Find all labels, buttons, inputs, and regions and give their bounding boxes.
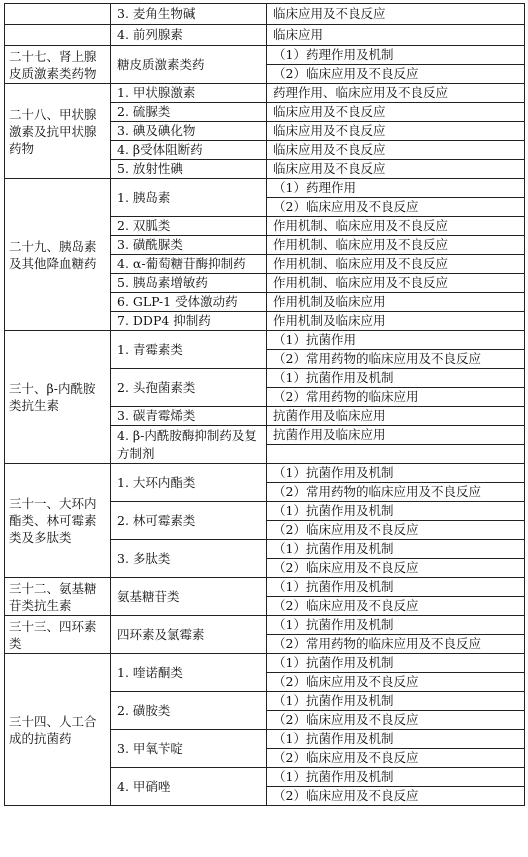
section-title-cell: 二十八、甲状腺激素及抗甲状腺药物	[5, 84, 111, 179]
requirement-cell: 临床应用及不良反应	[267, 141, 525, 160]
requirement-cell: （1）抗菌作用及机制	[267, 768, 525, 787]
table-row	[5, 578, 525, 597]
requirement-cell: （1）抗菌作用及机制	[267, 502, 525, 521]
requirement-cell: （1）抗菌作用及机制	[267, 654, 525, 673]
topic-cell: 1. 青霉素类	[111, 331, 267, 369]
topic-cell: 2. 头孢菌素类	[111, 369, 267, 407]
topic-cell: 3. 碘及碘化物	[111, 122, 267, 141]
syllabus-table	[4, 3, 525, 806]
requirement-cell: 药理作用、临床应用及不良反应	[267, 84, 525, 103]
topic-cell: 7. DDP4 抑制药	[111, 312, 267, 331]
section-title-cell: 三十一、大环内酯类、林可霉素类及多肽类	[5, 464, 111, 578]
topic-cell: 4. β受体阻断药	[111, 141, 267, 160]
requirement-cell: （2）临床应用及不良反应	[267, 673, 525, 692]
requirement-cell: （2）临床应用及不良反应	[267, 521, 525, 540]
requirement-cell: （2）临床应用及不良反应	[267, 198, 525, 217]
section-title-cell: 二十九、胰岛素及其他降血糖药	[5, 179, 111, 331]
table-row	[5, 179, 525, 198]
requirement-cell: （2）常用药物的临床应用	[267, 388, 525, 407]
requirement-cell: （2）常用药物的临床应用及不良反应	[267, 635, 525, 654]
section-cell-empty	[5, 4, 111, 25]
topic-cell: 3. 碳青霉烯类	[111, 407, 267, 426]
requirement-cell: （2）临床应用及不良反应	[267, 65, 525, 84]
table-row	[5, 331, 525, 350]
table-row	[5, 84, 525, 103]
requirement-cell: （1）抗菌作用	[267, 331, 525, 350]
topic-cell: 1. 大环内酯类	[111, 464, 267, 502]
section-title-cell: 三十三、四环素类	[5, 616, 111, 654]
requirement-cell: （2）临床应用及不良反应	[267, 597, 525, 616]
topic-cell: 2. 硫脲类	[111, 103, 267, 122]
requirement-cell: （1）药理作用及机制	[267, 46, 525, 65]
requirement-cell: 临床应用及不良反应	[267, 103, 525, 122]
syllabus-table-body	[5, 4, 525, 806]
requirement-cell: （1）抗菌作用及机制	[267, 730, 525, 749]
requirement-cell: （2）常用药物的临床应用及不良反应	[267, 483, 525, 502]
topic-cell: 6. GLP-1 受体激动药	[111, 293, 267, 312]
table-row	[5, 654, 525, 673]
requirement-cell: （1）抗菌作用及机制	[267, 464, 525, 483]
section-cell-empty	[5, 25, 111, 46]
requirement-cell: 临床应用及不良反应	[267, 122, 525, 141]
requirement-cell: （2）临床应用及不良反应	[267, 787, 525, 806]
requirement-cell: 临床应用及不良反应	[267, 4, 525, 25]
requirement-cell: 作用机制、临床应用及不良反应	[267, 274, 525, 293]
requirement-cell: （1）抗菌作用及机制	[267, 578, 525, 597]
requirement-cell: 作用机制、临床应用及不良反应	[267, 217, 525, 236]
topic-cell: 1. 甲状腺激素	[111, 84, 267, 103]
table-row	[5, 46, 525, 65]
topic-cell: 3. 多肽类	[111, 540, 267, 578]
topic-cell: 四环素及氯霉素	[111, 616, 267, 654]
requirement-cell: （1）抗菌作用及机制	[267, 692, 525, 711]
topic-cell: 2. 林可霉素类	[111, 502, 267, 540]
requirement-cell: （2）临床应用及不良反应	[267, 559, 525, 578]
topic-cell: 2. 磺胺类	[111, 692, 267, 730]
topic-cell: 氨基糖苷类	[111, 578, 267, 616]
table-row	[5, 4, 525, 25]
topic-cell: 5. 放射性碘	[111, 160, 267, 179]
requirement-cell: （1）药理作用	[267, 179, 525, 198]
requirement-cell: （1）抗菌作用及机制	[267, 369, 525, 388]
section-title-cell: 三十、β-内酰胺类抗生素	[5, 331, 111, 464]
requirement-cell: 抗菌作用及临床应用	[267, 407, 525, 426]
topic-cell: 1. 喹诺酮类	[111, 654, 267, 692]
topic-cell: 2. 双胍类	[111, 217, 267, 236]
requirement-cell: （2）临床应用及不良反应	[267, 711, 525, 730]
requirement-cell: 作用机制及临床应用	[267, 312, 525, 331]
section-title-cell: 二十七、肾上腺皮质激素类药物	[5, 46, 111, 84]
topic-cell: 5. 胰岛素增敏药	[111, 274, 267, 293]
topic-cell: 4. 前列腺素	[111, 25, 267, 46]
topic-cell: 4. 甲硝唑	[111, 768, 267, 806]
topic-cell: 3. 甲氧苄啶	[111, 730, 267, 768]
topic-cell: 1. 胰岛素	[111, 179, 267, 217]
section-title-cell: 三十二、氨基糖苷类抗生素	[5, 578, 111, 616]
topic-cell: 3. 磺酰脲类	[111, 236, 267, 255]
table-row	[5, 25, 525, 46]
topic-cell: 3. 麦角生物碱	[111, 4, 267, 25]
topic-cell: 4. α-葡萄糖苷酶抑制药	[111, 255, 267, 274]
requirement-cell: （2）临床应用及不良反应	[267, 749, 525, 768]
section-title-cell: 三十四、人工合成的抗菌药	[5, 654, 111, 806]
requirement-cell: 作用机制、临床应用及不良反应	[267, 255, 525, 274]
table-row	[5, 616, 525, 635]
requirement-cell	[267, 445, 525, 464]
requirement-cell: （1）抗菌作用及机制	[267, 616, 525, 635]
requirement-cell: 临床应用及不良反应	[267, 160, 525, 179]
topic-cell: 4. β-内酰胺酶抑制药及复方制剂	[111, 426, 267, 464]
requirement-cell: 抗菌作用及临床应用	[267, 426, 525, 445]
requirement-cell: （2）常用药物的临床应用及不良反应	[267, 350, 525, 369]
requirement-cell: 作用机制、临床应用及不良反应	[267, 236, 525, 255]
table-row	[5, 464, 525, 483]
requirement-cell: 临床应用	[267, 25, 525, 46]
requirement-cell: 作用机制及临床应用	[267, 293, 525, 312]
topic-cell: 糖皮质激素类药	[111, 46, 267, 84]
requirement-cell: （1）抗菌作用及机制	[267, 540, 525, 559]
